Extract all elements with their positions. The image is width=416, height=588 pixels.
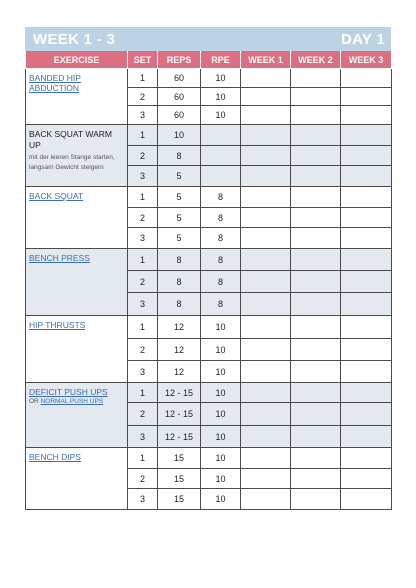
exercise-cell: [26, 448, 128, 510]
set-cell: 3: [128, 106, 158, 125]
rpe-cell: [201, 125, 241, 146]
exercise-link[interactable]: HIP THRUSTS: [29, 320, 86, 330]
col-exercise: EXERCISE: [26, 51, 128, 69]
set-cell: 3: [128, 228, 158, 249]
week-1-cell[interactable]: [241, 403, 291, 426]
set-cell: 1: [128, 448, 158, 469]
reps-cell: 5: [158, 228, 201, 249]
week-1-cell[interactable]: [241, 448, 291, 469]
reps-cell: 60: [158, 88, 201, 106]
week-1-cell[interactable]: [241, 469, 291, 489]
rpe-cell: 10: [201, 69, 241, 88]
week-3-cell[interactable]: [341, 489, 392, 510]
week-2-cell[interactable]: [291, 361, 341, 383]
reps-cell: 15: [158, 489, 201, 510]
col-set: SET: [128, 51, 158, 69]
rpe-cell: 10: [201, 403, 241, 426]
week-3-cell[interactable]: [341, 271, 392, 293]
rpe-cell: 10: [201, 88, 241, 106]
week-1-cell[interactable]: [241, 166, 291, 187]
week-3-cell[interactable]: [341, 69, 392, 88]
table-row: [26, 316, 392, 339]
day-title: DAY 1: [340, 30, 385, 48]
week-range-title: WEEK 1 - 3: [33, 30, 116, 48]
rpe-cell: 10: [201, 316, 241, 339]
reps-cell: 8: [158, 271, 201, 293]
table-row: [26, 383, 392, 403]
reps-cell: 12: [158, 339, 201, 361]
alternative-prefix: OR: [29, 398, 39, 405]
week-1-cell[interactable]: [241, 208, 291, 228]
reps-cell: 5: [158, 166, 201, 187]
week-3-cell[interactable]: [341, 293, 392, 316]
week-1-cell[interactable]: [241, 316, 291, 339]
reps-cell: 60: [158, 106, 201, 125]
set-cell: 2: [128, 208, 158, 228]
week-1-cell[interactable]: [241, 489, 291, 510]
reps-cell: 12: [158, 316, 201, 339]
exercise-link[interactable]: BANDED HIP ABDUCTION: [29, 73, 81, 93]
rpe-cell: 10: [201, 426, 241, 448]
week-2-cell[interactable]: [291, 187, 341, 208]
rpe-cell: 8: [201, 228, 241, 249]
reps-cell: 15: [158, 448, 201, 469]
week-2-cell[interactable]: [291, 403, 341, 426]
week-1-cell[interactable]: [241, 249, 291, 271]
exercise-alternative: [29, 397, 124, 407]
reps-cell: 8: [158, 293, 201, 316]
exercise-name: BACK SQUAT WARM UP: [29, 129, 112, 150]
week-3-cell[interactable]: [341, 106, 392, 125]
set-cell: 3: [128, 293, 158, 316]
week-1-cell[interactable]: [241, 383, 291, 403]
reps-cell: 12: [158, 361, 201, 383]
reps-cell: 12 - 15: [158, 383, 201, 403]
set-cell: 3: [128, 489, 158, 510]
rpe-cell: 10: [201, 448, 241, 469]
set-cell: 1: [128, 125, 158, 146]
week-3-cell[interactable]: [341, 187, 392, 208]
week-2-cell[interactable]: [291, 469, 341, 489]
set-cell: 2: [128, 88, 158, 106]
reps-cell: 8: [158, 146, 201, 166]
set-cell: 1: [128, 383, 158, 403]
exercise-cell: [26, 316, 128, 383]
week-3-cell[interactable]: [341, 208, 392, 228]
week-3-cell[interactable]: [341, 316, 392, 339]
exercise-link[interactable]: BENCH DIPS: [29, 452, 81, 462]
reps-cell: 12 - 15: [158, 403, 201, 426]
reps-cell: 8: [158, 249, 201, 271]
col-week-2: WEEK 2: [291, 51, 341, 69]
week-1-cell[interactable]: [241, 106, 291, 125]
week-1-cell[interactable]: [241, 146, 291, 166]
rpe-cell: 8: [201, 208, 241, 228]
week-3-cell[interactable]: [341, 383, 392, 403]
rpe-cell: [201, 166, 241, 187]
page-banner: [25, 27, 391, 51]
week-3-cell[interactable]: [341, 125, 392, 146]
week-2-cell[interactable]: [291, 125, 341, 146]
week-1-cell[interactable]: [241, 228, 291, 249]
week-3-cell[interactable]: [341, 88, 392, 106]
week-2-cell[interactable]: [291, 426, 341, 448]
table-row: [26, 249, 392, 271]
exercise-cell: [26, 187, 128, 249]
week-1-cell[interactable]: [241, 187, 291, 208]
rpe-cell: 10: [201, 339, 241, 361]
reps-cell: 5: [158, 187, 201, 208]
week-2-cell[interactable]: [291, 166, 341, 187]
exercise-link[interactable]: BENCH PRESS: [29, 253, 90, 263]
set-cell: 1: [128, 69, 158, 88]
set-cell: 3: [128, 361, 158, 383]
set-cell: 2: [128, 403, 158, 426]
week-2-cell[interactable]: [291, 448, 341, 469]
exercise-cell: [26, 249, 128, 316]
week-1-cell[interactable]: [241, 293, 291, 316]
exercise-note: mit der leeren Stange starten, langsam Gewicht steigern: [29, 154, 115, 171]
week-2-cell[interactable]: [291, 339, 341, 361]
rpe-cell: 10: [201, 361, 241, 383]
workout-body: [26, 69, 392, 510]
week-3-cell[interactable]: [341, 166, 392, 187]
table-row: [26, 187, 392, 208]
rpe-cell: 10: [201, 469, 241, 489]
week-2-cell[interactable]: [291, 146, 341, 166]
col-rpe: RPE: [201, 51, 241, 69]
workout-table: [25, 51, 392, 510]
week-1-cell[interactable]: [241, 88, 291, 106]
week-1-cell[interactable]: [241, 125, 291, 146]
reps-cell: 60: [158, 69, 201, 88]
exercise-link[interactable]: DEFICIT PUSH UPS: [29, 387, 108, 397]
col-week-3: WEEK 3: [341, 51, 392, 69]
week-1-cell[interactable]: [241, 339, 291, 361]
set-cell: 1: [128, 249, 158, 271]
reps-cell: 12 - 15: [158, 426, 201, 448]
week-1-cell[interactable]: [241, 69, 291, 88]
week-3-cell[interactable]: [341, 228, 392, 249]
week-2-cell[interactable]: [291, 69, 341, 88]
rpe-cell: 8: [201, 293, 241, 316]
rpe-cell: 10: [201, 489, 241, 510]
col-reps: REPS: [158, 51, 201, 69]
set-cell: 2: [128, 469, 158, 489]
week-1-cell[interactable]: [241, 426, 291, 448]
set-cell: 1: [128, 316, 158, 339]
set-cell: 3: [128, 166, 158, 187]
week-1-cell[interactable]: [241, 361, 291, 383]
week-2-cell[interactable]: [291, 106, 341, 125]
week-2-cell[interactable]: [291, 489, 341, 510]
reps-cell: 15: [158, 469, 201, 489]
rpe-cell: 10: [201, 383, 241, 403]
set-cell: 2: [128, 271, 158, 293]
set-cell: 1: [128, 187, 158, 208]
set-cell: 3: [128, 426, 158, 448]
rpe-cell: 8: [201, 249, 241, 271]
week-3-cell[interactable]: [341, 249, 392, 271]
reps-cell: 5: [158, 208, 201, 228]
rpe-cell: [201, 146, 241, 166]
week-3-cell[interactable]: [341, 448, 392, 469]
week-3-cell[interactable]: [341, 339, 392, 361]
week-2-cell[interactable]: [291, 88, 341, 106]
week-3-cell[interactable]: [341, 361, 392, 383]
set-cell: 2: [128, 339, 158, 361]
header-row: [26, 51, 392, 69]
rpe-cell: 8: [201, 271, 241, 293]
exercise-cell: [26, 383, 128, 448]
week-2-cell[interactable]: [291, 208, 341, 228]
rpe-cell: 8: [201, 187, 241, 208]
table-row: [26, 448, 392, 469]
week-2-cell[interactable]: [291, 316, 341, 339]
week-2-cell[interactable]: [291, 271, 341, 293]
week-2-cell[interactable]: [291, 293, 341, 316]
week-3-cell[interactable]: [341, 403, 392, 426]
alternative-exercise-link[interactable]: NORMAL PUSH UPS: [40, 398, 104, 405]
week-3-cell[interactable]: [341, 469, 392, 489]
exercise-link[interactable]: BACK SQUAT: [29, 191, 84, 201]
week-2-cell[interactable]: [291, 383, 341, 403]
week-3-cell[interactable]: [341, 426, 392, 448]
week-2-cell[interactable]: [291, 228, 341, 249]
reps-cell: 10: [158, 125, 201, 146]
rpe-cell: 10: [201, 106, 241, 125]
exercise-cell: [26, 125, 128, 187]
week-1-cell[interactable]: [241, 271, 291, 293]
week-3-cell[interactable]: [341, 146, 392, 166]
week-2-cell[interactable]: [291, 249, 341, 271]
set-cell: 2: [128, 146, 158, 166]
exercise-cell: [26, 69, 128, 125]
table-row: [26, 125, 392, 146]
col-week-1: WEEK 1: [241, 51, 291, 69]
table-row: [26, 69, 392, 88]
